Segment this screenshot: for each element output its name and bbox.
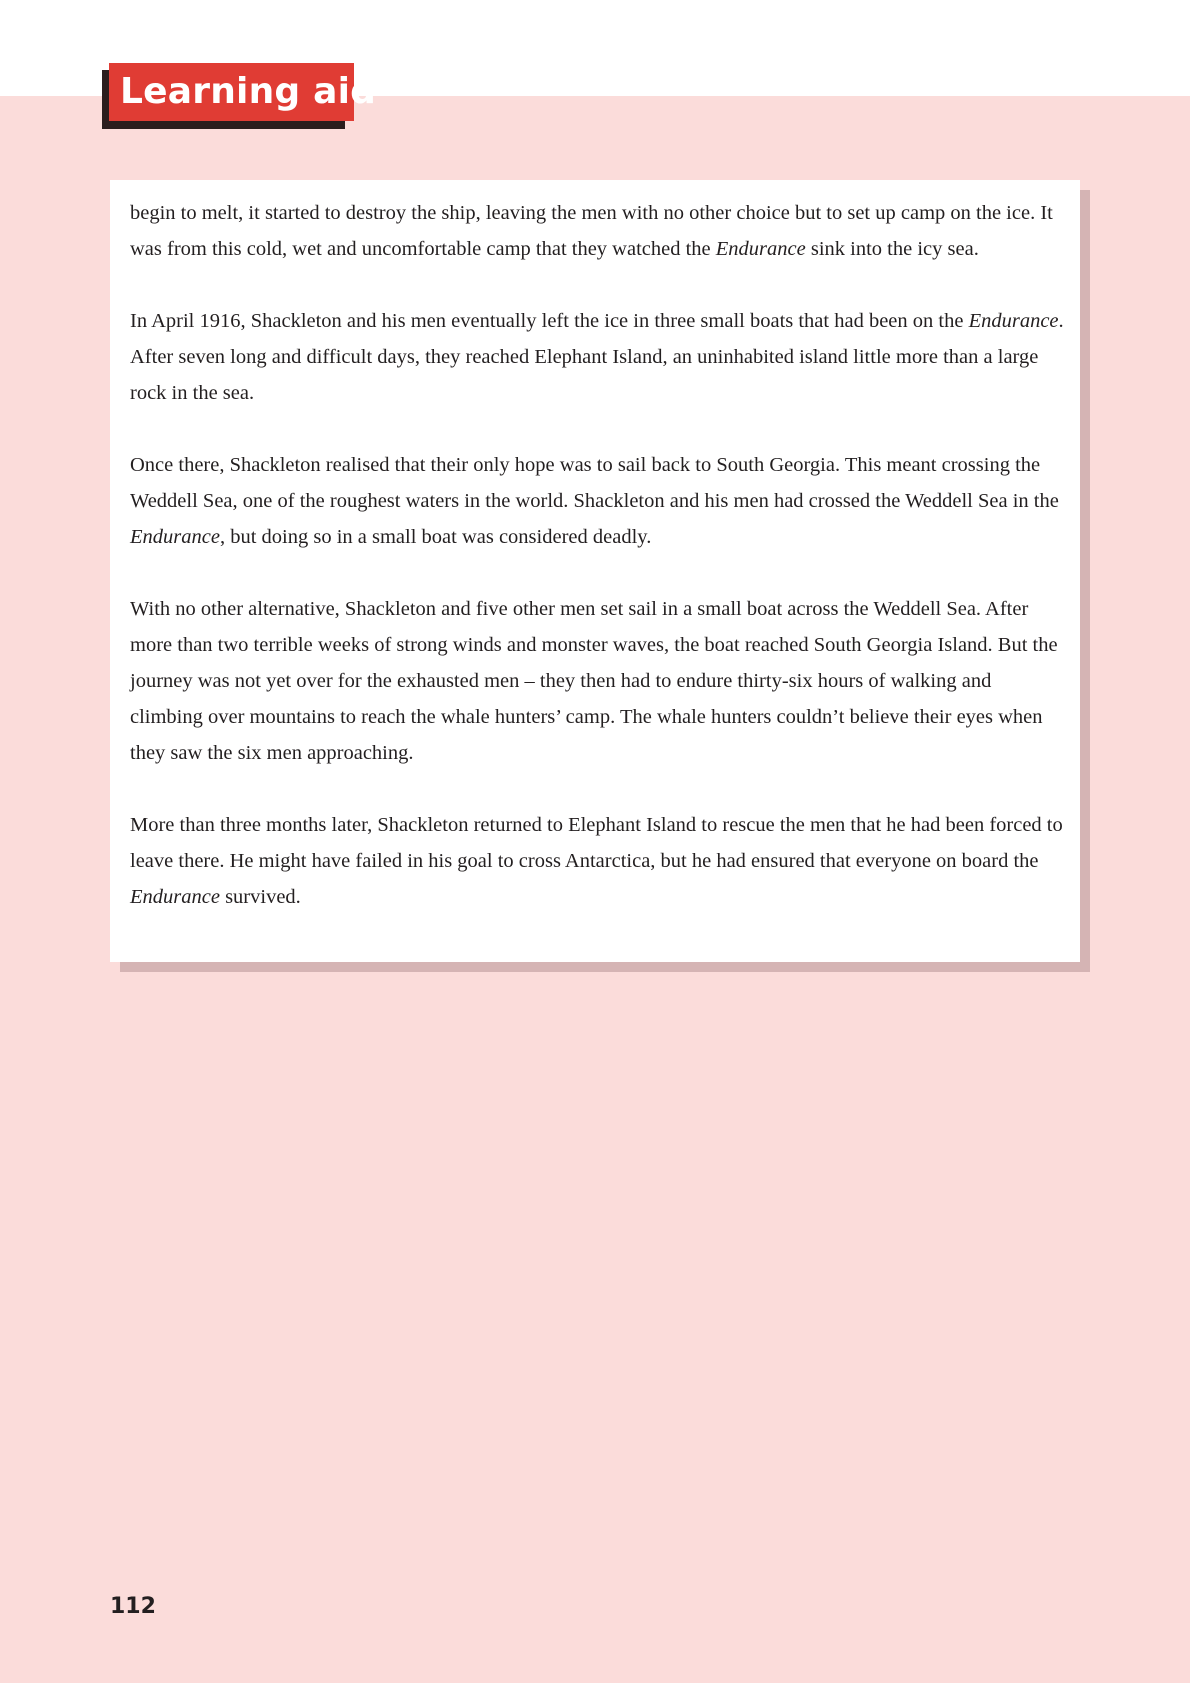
paragraph-5 [130,807,1064,915]
paragraph-1-end: sink into the icy sea. [805,238,979,260]
text-card [110,180,1080,962]
paragraph-2-text: In April 1916, Shackleton and his men eventually left the ice in three small boats that had been on the [130,310,969,332]
paragraph-5-end: survived. [219,886,301,908]
paragraph-3-end: , but doing so in a small boat was considered deadly. [219,526,652,548]
paragraph-2-end: . After seven long and difficult days, they reached Elephant Island, an uninhabited island little more than a large rock in the sea. [130,310,1064,404]
page-number: 112 [110,1594,156,1619]
ship-name: Endurance [968,310,1059,332]
paragraph-4: With no other alternative, Shackleton and five other men set sail in a small boat across the Weddell Sea. After more than two terrible weeks of strong winds and monster waves, the boat reached South Georgia Island. But the journey was not yet over for the exhausted men – they then had to endure thirty-six hours of walking and climbing over mountains to reach the whale hunters’ camp. The whale hunters couldn’t believe their eyes when they saw the six men approaching. [130,598,1058,764]
ship-name: Endurance [130,526,220,548]
paragraph-1-text: begin to melt, it started to destroy the ship, leaving the men with no other choice but to set up camp on the ice. It was from this cold, wet and uncomfortable camp that they watched the [130,202,1053,260]
learning-aid-badge: Learning aid [109,63,354,121]
paragraph-5-text: More than three months later, Shackleton returned to Elephant Island to rescue the men that he had been forced to leave there. He might have failed in his goal to cross Antarctica, but he had ensured that everyone on board the [130,814,1063,872]
ship-name: Endurance [715,238,806,260]
paragraph-3 [130,447,1064,555]
paragraph-2 [130,303,1064,411]
paragraph-1 [130,195,1064,267]
paragraph-3-text: Once there, Shackleton realised that their only hope was to sail back to South Georgia. This meant crossing the Weddell Sea, one of the roughest waters in the world. Shackleton and his men had crossed the Weddell Sea in the [130,454,1059,512]
ship-name: Endurance [130,886,220,908]
